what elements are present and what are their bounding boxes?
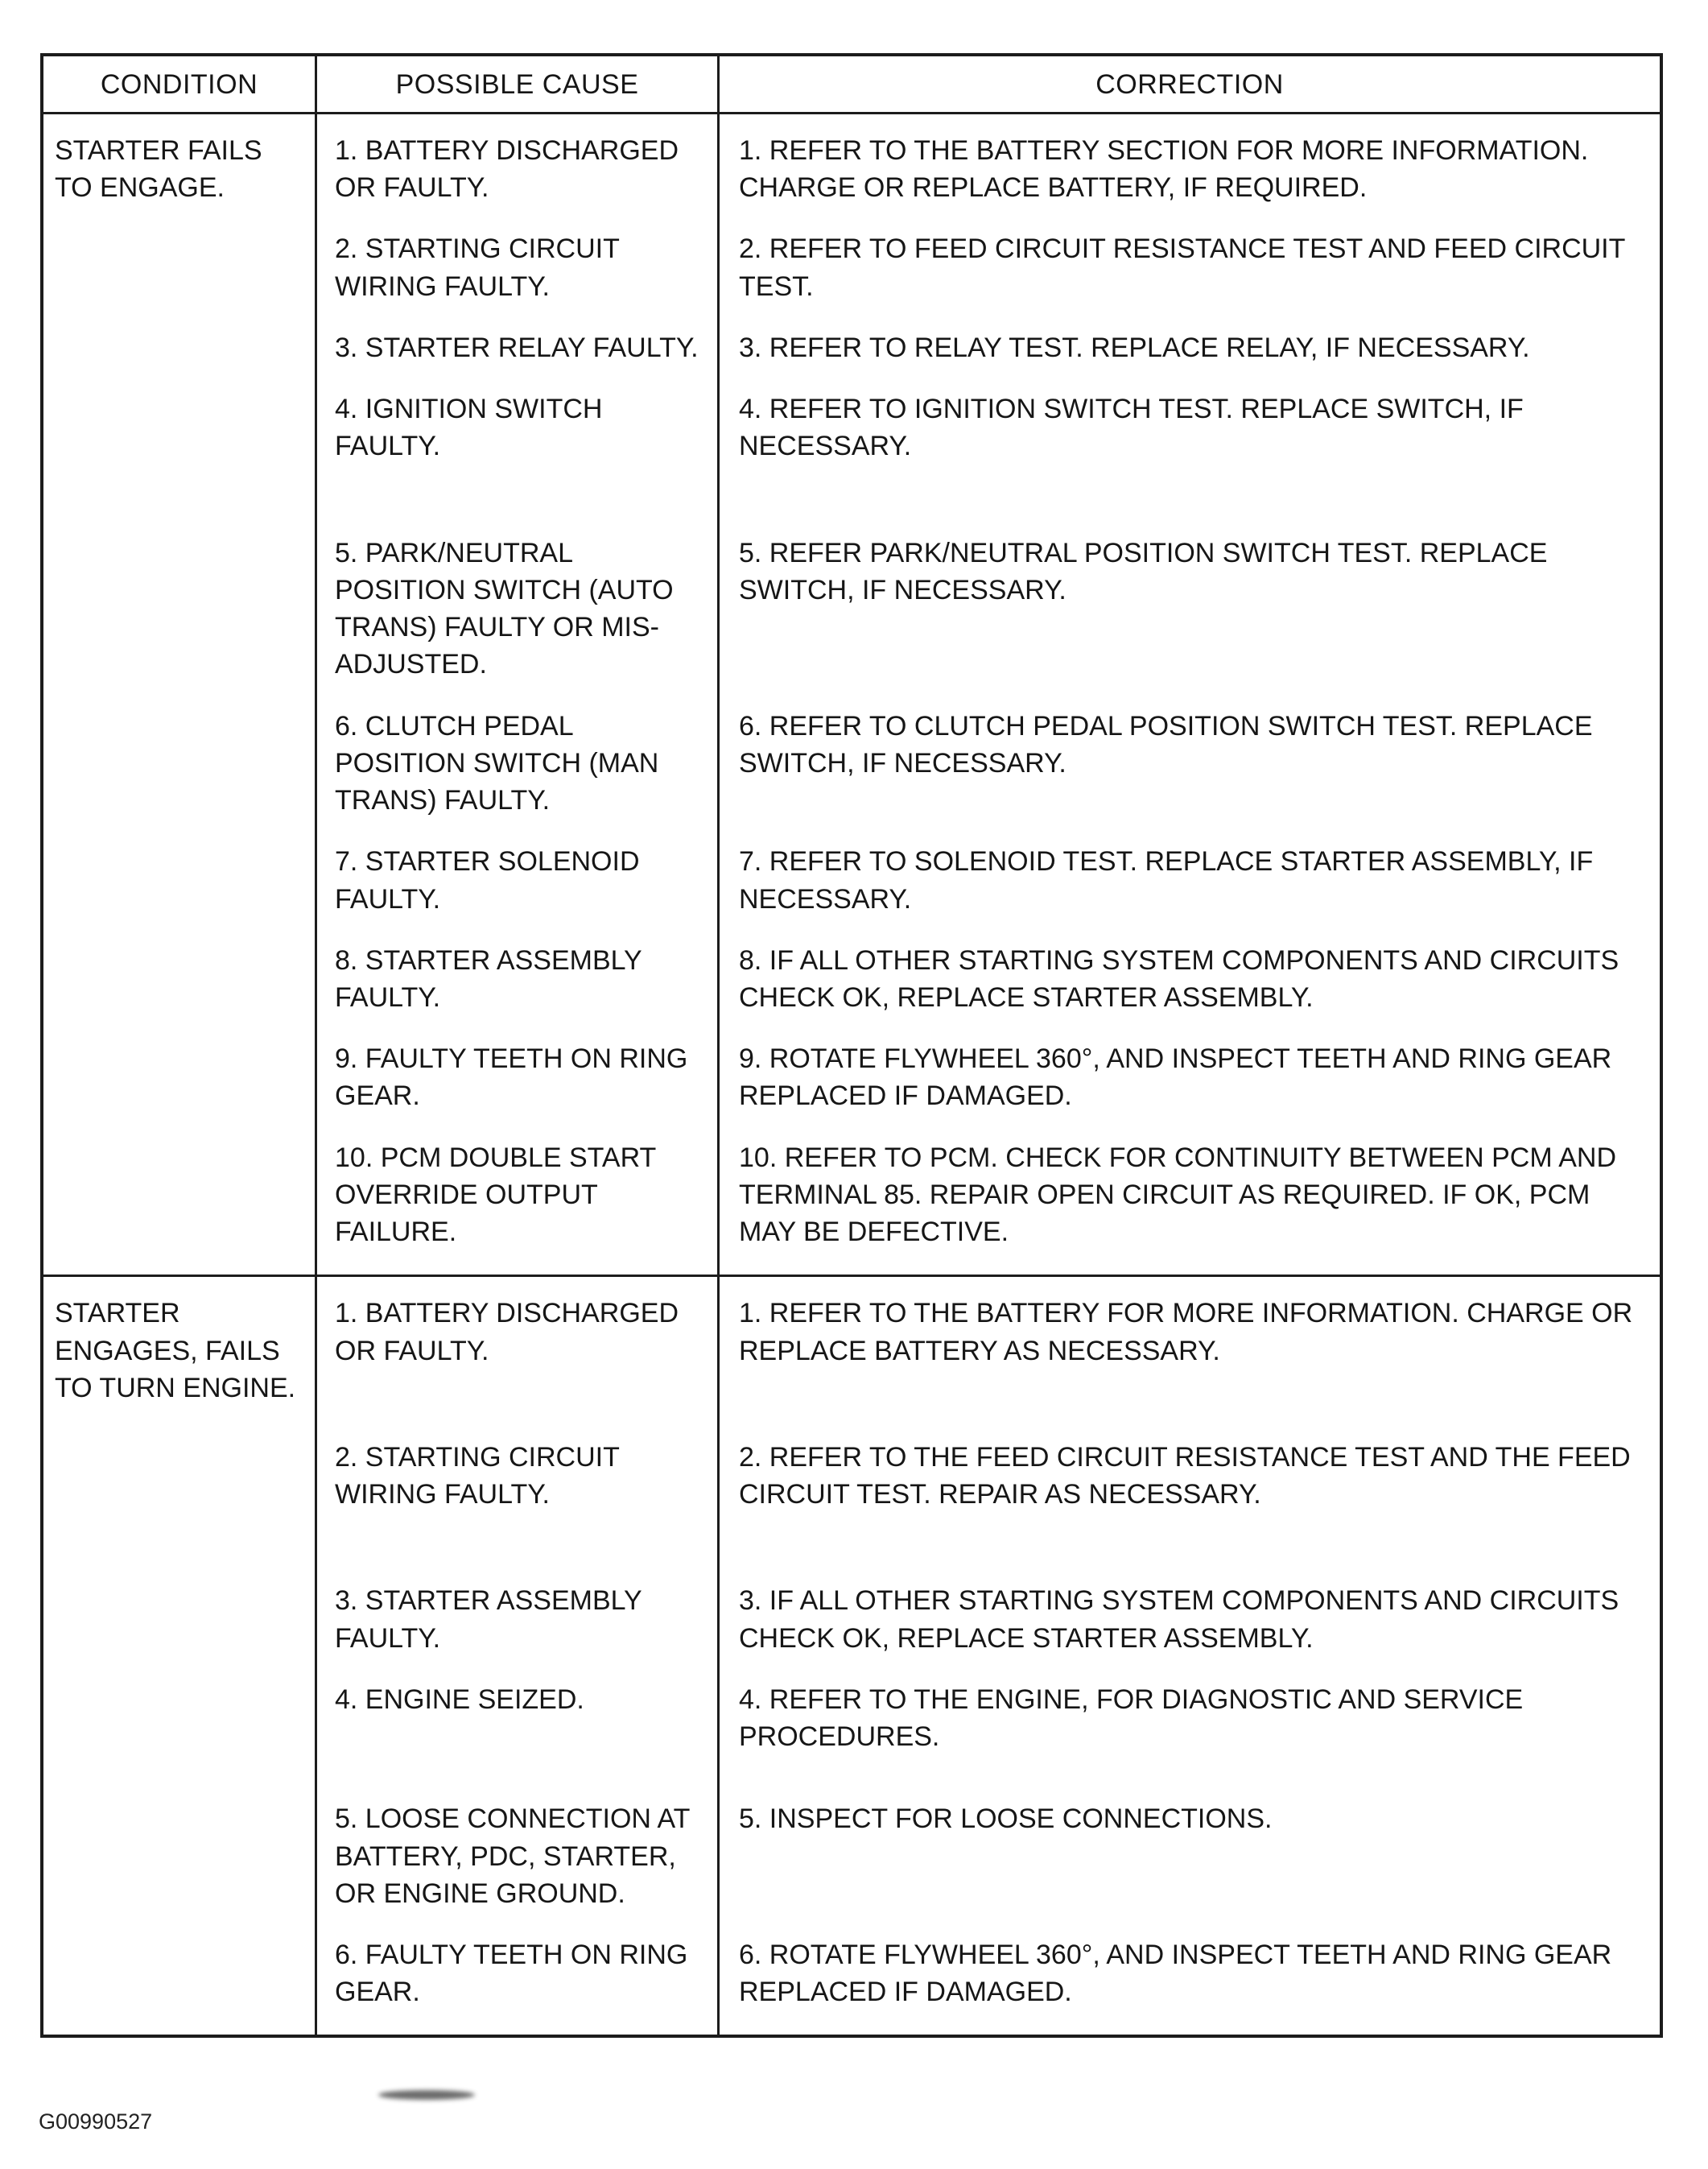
possible-cause-cell: 3. STARTER ASSEMBLY FAULTY. (317, 1582, 720, 1680)
section-starter-engages-fails-to-turn (43, 1277, 1660, 2035)
possible-cause-cell: 4. IGNITION SWITCH FAULTY. (317, 390, 720, 534)
possible-cause-cell: 9. FAULTY TEETH ON RING GEAR. (317, 1040, 720, 1138)
possible-cause-cell: 1. BATTERY DISCHARGED OR FAULTY. (317, 114, 720, 230)
correction-cell: 1. REFER TO THE BATTERY FOR MORE INFORMATION. CHARGE OR REPLACE BATTERY AS NECESSARY. (739, 1298, 1633, 1366)
condition-cell: STARTER FAILS TO ENGAGE. (43, 114, 317, 1275)
header-correction: CORRECTION (1095, 69, 1284, 100)
correction-cell: 4. REFER TO IGNITION SWITCH TEST. REPLACE SWITCH, IF NECESSARY. (739, 394, 1524, 462)
correction-cell: 5. INSPECT FOR LOOSE CONNECTIONS. (739, 1803, 1273, 1835)
possible-cause-cell: 4. ENGINE SEIZED. (317, 1681, 720, 1800)
correction-cell: 3. REFER TO RELAY TEST. REPLACE RELAY, IF NECESSARY. (739, 332, 1530, 363)
figure-id-label: G00990527 (39, 2109, 153, 2134)
correction-cell: 6. REFER TO CLUTCH PEDAL POSITION SWITCH TEST. REPLACE SWITCH, IF NECESSARY. (739, 710, 1593, 779)
correction-cell: 4. REFER TO THE ENGINE, FOR DIAGNOSTIC AND SERVICE PROCEDURES. (739, 1684, 1524, 1753)
possible-cause-cell: 5. LOOSE CONNECTION AT BATTERY, PDC, STARTER, OR ENGINE GROUND. (317, 1800, 720, 1936)
correction-cell: 9. ROTATE FLYWHEEL 360°, AND INSPECT TEETH AND RING GEAR REPLACED IF DAMAGED. (739, 1043, 1612, 1112)
possible-cause-cell: 8. STARTER ASSEMBLY FAULTY. (317, 942, 720, 1040)
header-possible-cause: POSSIBLE CAUSE (317, 56, 720, 112)
possible-cause-cell: 5. PARK/NEUTRAL POSITION SWITCH (AUTO TRANS) FAULTY OR MIS-ADJUSTED. (317, 535, 720, 708)
possible-cause-cell: 1. BATTERY DISCHARGED OR FAULTY. (317, 1277, 720, 1438)
correction-cell: 10. REFER TO PCM. CHECK FOR CONTINUITY BETWEEN PCM AND TERMINAL 85. REPAIR OPEN CIRCUIT AS REQUIRED. IF OK, PCM MAY BE DEFECTIVE. (739, 1142, 1617, 1248)
possible-cause-cell: 2. STARTING CIRCUIT WIRING FAULTY. (317, 1439, 720, 1582)
correction-cell: 7. REFER TO SOLENOID TEST. REPLACE STARTER ASSEMBLY, IF NECESSARY. (739, 846, 1594, 915)
correction-cell: 5. REFER PARK/NEUTRAL POSITION SWITCH TEST. REPLACE SWITCH, IF NECESSARY. (739, 537, 1548, 605)
table-header-row (43, 56, 1660, 114)
possible-cause-cell: 10. PCM DOUBLE START OVERRIDE OUTPUT FAILURE. (317, 1139, 720, 1275)
correction-cell: 6. ROTATE FLYWHEEL 360°, AND INSPECT TEETH AND RING GEAR REPLACED IF DAMAGED. (739, 1939, 1612, 2008)
correction-cell: 3. IF ALL OTHER STARTING SYSTEM COMPONENTS AND CIRCUITS CHECK OK, REPLACE STARTER ASSEMBLY. (739, 1585, 1619, 1654)
correction-cell: 2. REFER TO FEED CIRCUIT RESISTANCE TEST AND FEED CIRCUIT TEST. (739, 233, 1625, 302)
correction-cell: 8. IF ALL OTHER STARTING SYSTEM COMPONENTS AND CIRCUITS CHECK OK, REPLACE STARTER ASSEMBLY. (739, 944, 1619, 1013)
correction-cell: 1. REFER TO THE BATTERY SECTION FOR MORE INFORMATION. CHARGE OR REPLACE BATTERY, IF REQUIRED. (739, 135, 1589, 204)
header-condition: CONDITION (43, 56, 317, 112)
scan-smudge-bottom (378, 2090, 475, 2100)
possible-cause-cell: 3. STARTER RELAY FAULTY. (317, 329, 720, 390)
correction-cell: 2. REFER TO THE FEED CIRCUIT RESISTANCE TEST AND THE FEED CIRCUIT TEST. REPAIR AS NECESSARY. (739, 1441, 1631, 1510)
possible-cause-cell: 2. STARTING CIRCUIT WIRING FAULTY. (317, 230, 720, 328)
possible-cause-cell: 7. STARTER SOLENOID FAULTY. (317, 843, 720, 941)
possible-cause-cell: 6. CLUTCH PEDAL POSITION SWITCH (MAN TRANS) FAULTY. (317, 708, 720, 844)
diagnosis-table (40, 53, 1663, 2038)
condition-cell: STARTER ENGAGES, FAILS TO TURN ENGINE. (43, 1277, 317, 2035)
possible-cause-cell: 6. FAULTY TEETH ON RING GEAR. (317, 1936, 720, 2035)
section-starter-fails-to-engage (43, 114, 1660, 1277)
